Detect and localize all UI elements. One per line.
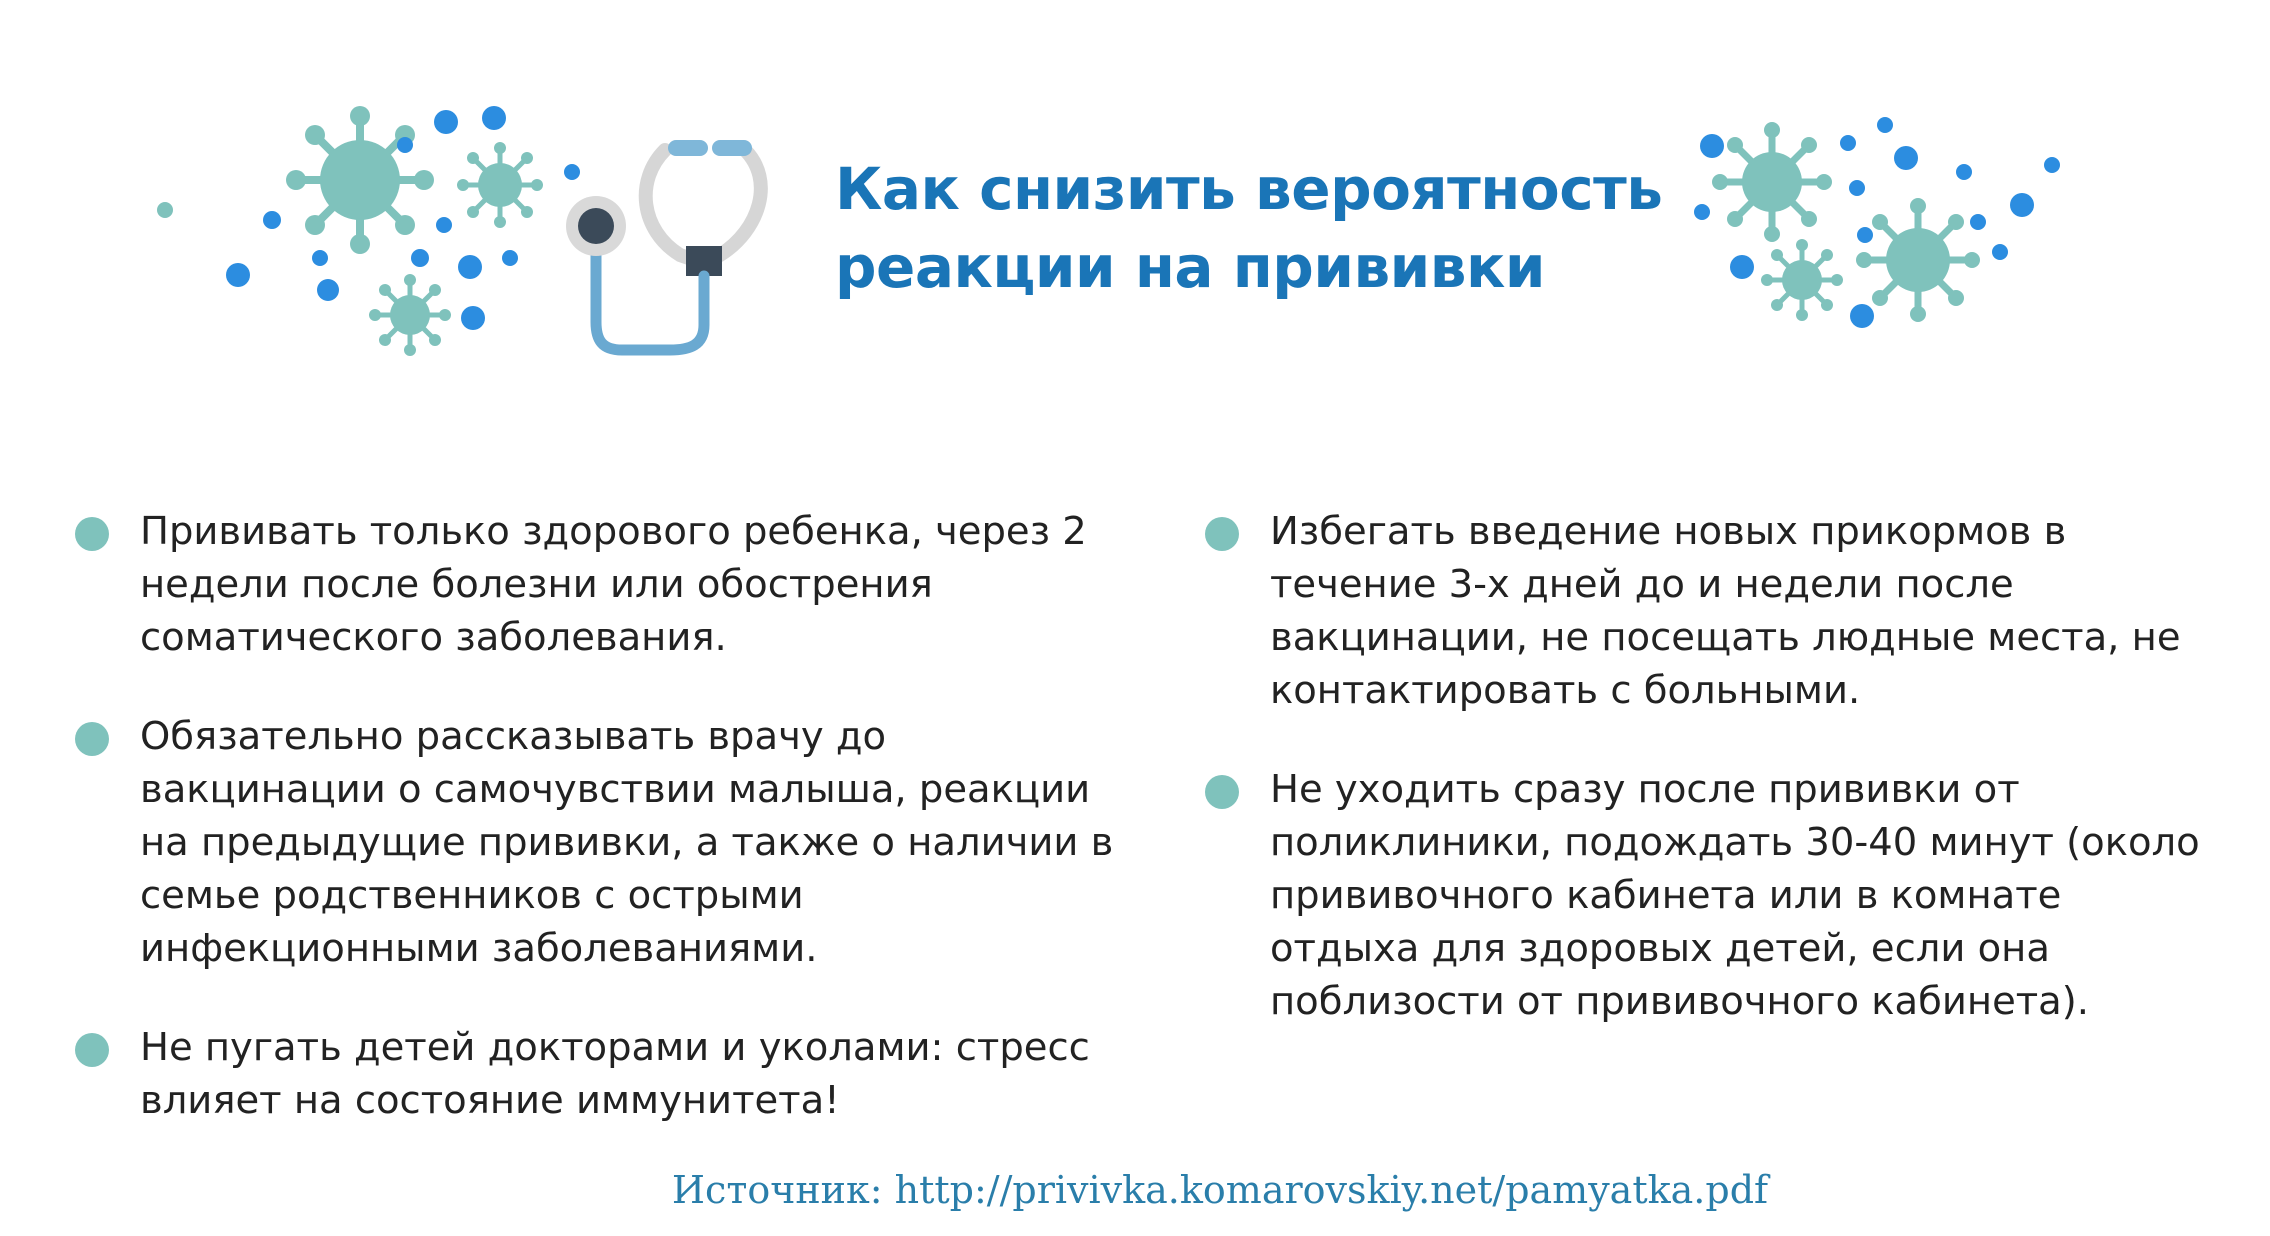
virus-icon (286, 106, 434, 254)
list-item (75, 505, 1135, 664)
page-title (835, 150, 1662, 306)
virus-icon (1761, 239, 1843, 321)
left-column (75, 505, 1135, 1173)
list-item (1205, 763, 2235, 1028)
list-item-text: Не пугать детей докторами и уколами: стресс влияет на состояние иммунитета! (140, 1025, 1090, 1123)
virus-icon (369, 274, 451, 356)
list-item-text: Обязательно рассказывать врачу до вакцинации о самочувствии малыша, реакции на предыдущие прививки, а также о наличии в семье родственников с острыми инфекционными заболеваниями. (140, 714, 1114, 971)
list-item (1205, 505, 2235, 717)
virus-icon (1856, 198, 1980, 322)
list-item (75, 710, 1135, 975)
bullet-icon (1205, 775, 1239, 809)
bullet-icon (75, 722, 109, 756)
virus-icon (1712, 122, 1832, 242)
list-item-text: Избегать введение новых прикормов в течение 3-х дней до и недели после вакцинации, не посещать людные места, не контактировать с больными. (1270, 509, 2181, 713)
title-line-1: Как снизить вероятность (835, 155, 1663, 223)
bullet-icon (75, 517, 109, 551)
source-link: Источник: http://privivka.komarovskiy.net/pamyatka.pdf (671, 1168, 1769, 1212)
virus-icon (457, 142, 543, 228)
title-line-2: реакции на прививки (835, 233, 1546, 301)
bullet-icon (1205, 517, 1239, 551)
right-column (1205, 505, 2235, 1074)
list-item (75, 1021, 1135, 1127)
list-item-text: Прививать только здорового ребенка, через 2 недели после болезни или обострения соматического заболевания. (140, 509, 1087, 660)
stethoscope-icon (566, 140, 761, 350)
bullet-icon (75, 1033, 109, 1067)
list-item-text: Не уходить сразу после прививки от поликлиники, подождать 30-40 минут (около прививочного кабинета или в комнате отдыха для здоровых детей, если она поблизости от прививочного кабинета). (1270, 767, 2200, 1024)
